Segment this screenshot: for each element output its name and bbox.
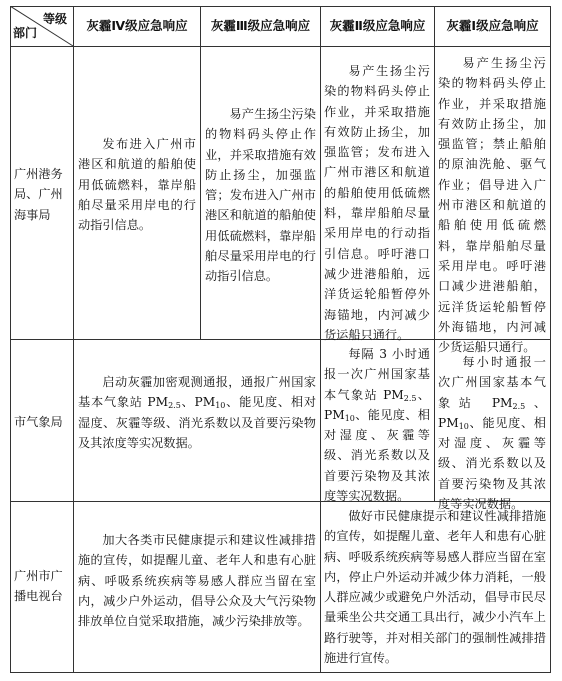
cell-port-level-1: 易产生扬尘污染的物料码头停止作业，并采取措施有效防止扬尘，加强监管；禁止船舶的原油洗舱、驱气作业；倡导进入广州市港区和航道的船舶使用低硫燃料，靠岸船舶尽量采用岸电。呼吁港口减少进港船舶，远洋货运轮船暂停外海锚地，内河减少货运船只通行。 bbox=[438, 56, 546, 355]
dept-port-maritime: 广州港务局、广州海事局 bbox=[14, 167, 63, 222]
dept-meteorological-bureau: 市气象局 bbox=[14, 415, 63, 429]
corner-label-department: 部门 bbox=[13, 25, 38, 40]
column-divider bbox=[320, 6, 321, 673]
cell-port-level-2: 易产生扬尘污染的物料码头停止作业，并采取措施有效防止扬尘，加强监管；发布进入广州市港区和航道的船舶使用低硫燃料，靠岸船舶尽量采用岸电的行动指引信息。呼吁港口减少进港船舶，远洋货运轮船暂停外海锚地，内河减少货运船只通行。 bbox=[324, 64, 430, 342]
header-level-2: 灰霾Ⅱ级应急响应 bbox=[329, 18, 426, 34]
header-level-1: 灰霾Ⅰ级应急响应 bbox=[446, 18, 539, 34]
response-table bbox=[10, 6, 551, 673]
corner-label-level: 等级 bbox=[42, 12, 67, 26]
column-divider bbox=[73, 6, 74, 673]
cell-port-level-3: 易产生扬尘污染的物料码头停止作业，并采取措施有效防止扬尘，加强监管；发布进入广州市港区和航道的船舶使用低硫燃料，靠岸船舶尽量采用岸电的行动指引信息。 bbox=[205, 107, 316, 284]
table-border-bottom bbox=[10, 672, 551, 673]
cell-meteo-level-4-3: 启动灰霾加密观测通报，通报广州国家基本气象站 $PM_{2.5}$、$PM_{10}$、能见度、相对湿度、灰霾等级、消光系数以及首要污染物及其浓度等实况数据。 bbox=[78, 375, 317, 450]
dept-broadcasting-station: 广州市广播电视台 bbox=[14, 569, 63, 604]
header-level-4: 灰霾Ⅳ级应急响应 bbox=[86, 18, 188, 34]
table-border-left bbox=[10, 6, 11, 673]
column-divider bbox=[434, 6, 435, 502]
cell-port-level-4: 发布进入广州市港区和航道的船舶使用低硫燃料，靠岸船舶尽量采用岸电的行动指引信息。 bbox=[78, 137, 196, 233]
cell-meteo-level-2: 每隔 3 小时通报一次广州国家基本气象站 $PM_{2.5}$、$PM_{10}$、能见度、相对湿度、灰霾等级、消光系数以及首要污染物及其浓度等实况数据。 bbox=[324, 347, 430, 504]
corner-header bbox=[10, 6, 73, 46]
column-divider bbox=[200, 6, 201, 340]
header-level-3: 灰霾Ⅲ级应急响应 bbox=[210, 18, 311, 34]
header-divider bbox=[10, 46, 551, 47]
cell-meteo-level-1: 每小时通报一次广州国家基本气象站 $PM_{2.5}$、$PM_{10}$、能见度、相对湿度、灰霾等级、消光系数以及首要污染物及其浓度等实况数据。 bbox=[438, 355, 547, 512]
cell-broadcast-level-2-1: 做好市民健康提示和建议性减排措施的宣传，如提醒儿童、老年人和患有心脏病、呼吸系统疾病等易感人群应当留在室内，停止户外运动并减少体力消耗，一般人群应减少或避免户外活动，倡导市民尽量乘坐公共交通工具出行，减少小汽车上路行驶等，并对相关部门的强制性减排措施进行宣传。 bbox=[324, 509, 546, 666]
cell-broadcast-level-4-3: 加大各类市民健康提示和建议性减排措施的宣传，如提醒儿童、老年人和患有心脏病、呼吸系统疾病等易感人群应当留在室内，减少户外运动，倡导公众及大气污染物排放单位自觉采取措施，减少污染排放等。 bbox=[78, 533, 316, 629]
table-border-right bbox=[550, 6, 551, 673]
